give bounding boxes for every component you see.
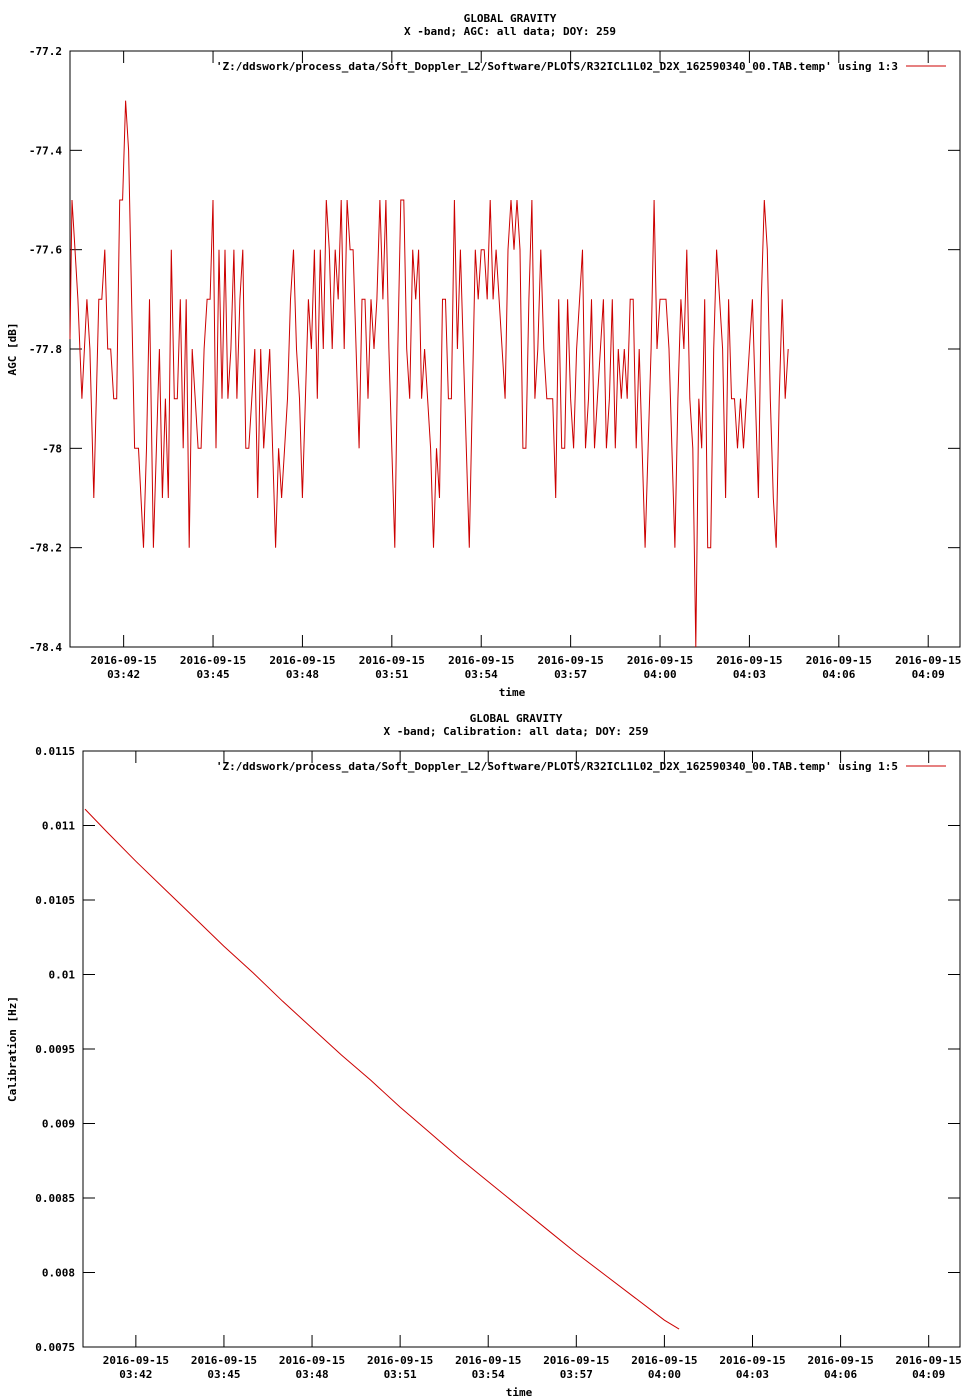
- calibration-x-tick-time: 03:42: [119, 1368, 153, 1381]
- calibration-y-tick-label: 0.0115: [35, 745, 75, 758]
- agc-y-tick-label: -78.4: [28, 641, 62, 654]
- calibration-chart-subtitle: X -band; Calibration: all data; DOY: 259: [383, 725, 649, 738]
- agc-y-tick-label: -77.4: [28, 144, 62, 158]
- calibration-x-tick-time: 03:57: [559, 1368, 593, 1381]
- calibration-y-tick-label: 0.008: [41, 1266, 75, 1280]
- agc-x-tick-time: 04:00: [643, 668, 677, 681]
- calibration-x-tick-date: 2016-09-15: [102, 1354, 169, 1367]
- calibration-y-tick-label: 0.0095: [35, 1043, 75, 1056]
- calibration-x-tick-time: 03:51: [383, 1368, 417, 1381]
- agc-y-axis: [29, 45, 960, 654]
- calibration-y-axis-label: Calibration [Hz]: [6, 996, 19, 1102]
- agc-x-tick-date: 2016-09-15: [90, 654, 157, 667]
- agc-x-tick-time: 03:57: [554, 668, 588, 681]
- calibration-chart-title: GLOBAL GRAVITY: [469, 712, 563, 725]
- agc-y-tick-label: -77.2: [28, 45, 62, 58]
- calibration-x-axis: [103, 751, 962, 1381]
- agc-y-tick-label: -78.2: [28, 541, 62, 555]
- agc-x-tick-time: 04:09: [911, 668, 945, 681]
- calibration-x-tick-time: 04:00: [647, 1368, 681, 1381]
- agc-x-tick-time: 03:45: [196, 668, 230, 681]
- agc-x-tick-time: 04:03: [732, 668, 766, 681]
- agc-legend-label: 'Z:/ddswork/process_data/Soft_Doppler_L2/Software/PLOTS/R32ICL1L02_D2X_162590340_00.TAB.temp' using 1:3: [215, 60, 898, 73]
- calibration-x-tick-time: 04:03: [735, 1368, 770, 1381]
- calibration-legend-label: 'Z:/ddswork/process_data/Soft_Doppler_L2/Software/PLOTS/R32ICL1L02_D2X_162590340_00.TAB.temp' using 1:5: [215, 760, 898, 773]
- agc-x-tick-date: 2016-09-15: [269, 654, 336, 667]
- calibration-x-tick-date: 2016-09-15: [631, 1354, 698, 1367]
- agc-chart: [6, 12, 961, 699]
- calibration-x-tick-time: 03:48: [295, 1368, 329, 1381]
- calibration-y-tick-label: 0.0085: [35, 1192, 75, 1205]
- calibration-x-tick-date: 2016-09-15: [190, 1354, 258, 1367]
- agc-x-tick-time: 03:51: [375, 668, 409, 681]
- calibration-chart: [6, 712, 962, 1399]
- agc-x-tick-time: 04:06: [822, 668, 856, 681]
- calibration-y-axis: [35, 745, 960, 1354]
- calibration-x-tick-date: 2016-09-15: [367, 1354, 434, 1367]
- calibration-x-tick-date: 2016-09-15: [543, 1354, 610, 1367]
- calibration-x-axis-label: time: [505, 1386, 533, 1399]
- calibration-x-tick-date: 2016-09-15: [455, 1354, 522, 1367]
- agc-chart-subtitle: X -band; AGC: all data; DOY: 259: [404, 25, 616, 38]
- calibration-y-tick-label: 0.01: [48, 968, 75, 982]
- agc-plot-frame: [70, 51, 960, 647]
- agc-x-tick-date: 2016-09-15: [805, 654, 872, 667]
- calibration-x-tick-date: 2016-09-15: [278, 1354, 346, 1367]
- agc-x-tick-date: 2016-09-15: [626, 654, 694, 667]
- calibration-y-tick-label: 0.0105: [35, 894, 75, 907]
- agc-x-tick-time: 03:48: [285, 668, 319, 681]
- agc-y-tick-label: -77.6: [28, 243, 62, 257]
- calibration-x-tick-time: 03:54: [471, 1368, 505, 1381]
- agc-x-axis-label: time: [498, 686, 526, 699]
- calibration-x-tick-time: 04:09: [912, 1368, 946, 1381]
- agc-x-tick-date: 2016-09-15: [537, 654, 604, 667]
- calibration-y-tick-label: 0.009: [41, 1117, 75, 1131]
- agc-y-tick-label: -78: [42, 442, 62, 456]
- agc-x-tick-date: 2016-09-15: [716, 654, 783, 667]
- agc-chart-title: GLOBAL GRAVITY: [463, 12, 557, 25]
- agc-y-axis-label: AGC [dB]: [6, 322, 19, 376]
- calibration-x-tick-time: 03:45: [207, 1368, 241, 1381]
- calibration-series-line: [85, 809, 679, 1329]
- calibration-legend: [216, 760, 946, 773]
- agc-x-tick-time: 03:54: [464, 668, 498, 681]
- agc-x-tick-time: 03:42: [107, 668, 141, 681]
- calibration-plot-frame: [83, 751, 960, 1347]
- calibration-x-tick-date: 2016-09-15: [807, 1354, 874, 1367]
- agc-x-tick-date: 2016-09-15: [895, 654, 962, 667]
- agc-x-tick-date: 2016-09-15: [179, 654, 247, 667]
- agc-y-tick-label: -77.8: [28, 343, 62, 356]
- agc-x-tick-date: 2016-09-15: [358, 654, 425, 667]
- agc-legend: [216, 60, 946, 73]
- calibration-x-tick-date: 2016-09-15: [719, 1354, 786, 1367]
- calibration-y-tick-label: 0.011: [41, 819, 75, 833]
- agc-series-line: [70, 101, 788, 647]
- calibration-y-tick-label: 0.0075: [35, 1341, 75, 1354]
- calibration-x-tick-time: 04:06: [824, 1368, 858, 1381]
- agc-x-tick-date: 2016-09-15: [448, 654, 515, 667]
- calibration-x-tick-date: 2016-09-15: [895, 1354, 962, 1367]
